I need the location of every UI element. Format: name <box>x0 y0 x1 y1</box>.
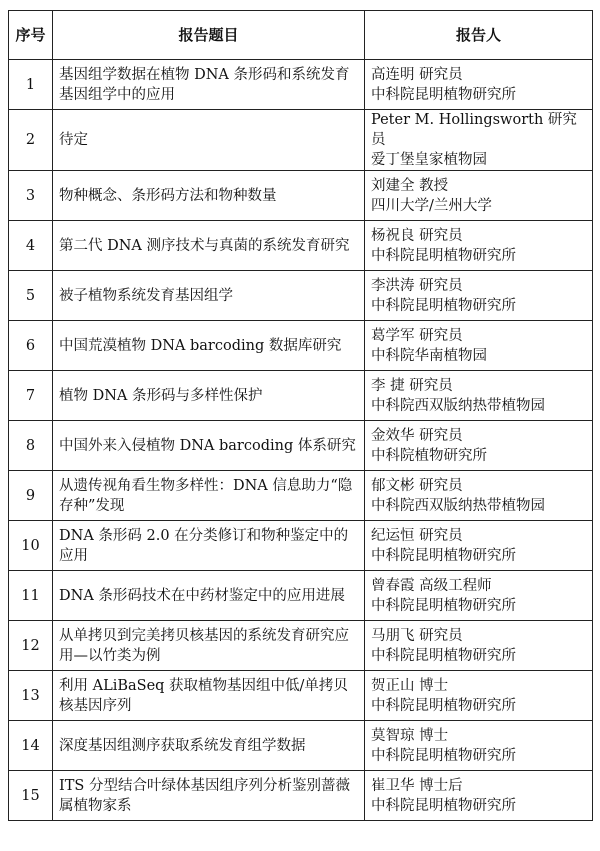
table-row <box>9 171 593 221</box>
report-title: 物种概念、条形码方法和物种数量 <box>53 171 365 221</box>
reporter-org: 中科院华南植物园 <box>371 347 487 364</box>
reporter-cell <box>365 110 593 171</box>
reporter-org: 爱丁堡皇家植物园 <box>371 152 487 168</box>
reporter-cell <box>365 671 593 721</box>
reporter-name: 郁文彬 研究员 <box>371 477 463 494</box>
table-row <box>9 60 593 110</box>
table-row <box>9 771 593 821</box>
reporter-org: 中科院昆明植物研究所 <box>371 547 516 564</box>
row-number: 6 <box>9 321 53 371</box>
reporter-name: Peter M. Hollingsworth 研究员 <box>371 112 577 148</box>
report-title: 中国外来入侵植物 DNA barcoding 体系研究 <box>53 421 365 471</box>
table-row <box>9 271 593 321</box>
report-title: 待定 <box>53 110 365 171</box>
reporter-name: 杨祝良 研究员 <box>371 227 463 244</box>
reporter-name: 葛学军 研究员 <box>371 327 463 344</box>
reporter-cell <box>365 621 593 671</box>
reporter-name: 金效华 研究员 <box>371 427 463 444</box>
row-number: 11 <box>9 571 53 621</box>
table-row <box>9 721 593 771</box>
report-title: 基因组学数据在植物 DNA 条形码和系统发育基因组学中的应用 <box>53 60 365 110</box>
reporter-org: 中科院昆明植物研究所 <box>371 297 516 314</box>
reporter-cell <box>365 721 593 771</box>
reporter-cell <box>365 771 593 821</box>
reporter-name: 贺正山 博士 <box>371 677 449 694</box>
report-table-container <box>8 10 592 821</box>
header-reporter: 报告人 <box>365 11 593 60</box>
row-number: 3 <box>9 171 53 221</box>
row-number: 14 <box>9 721 53 771</box>
reporter-org: 中科院西双版纳热带植物园 <box>371 497 545 514</box>
report-title: 从遗传视角看生物多样性：DNA 信息助力“隐存种”发现 <box>53 471 365 521</box>
table-row <box>9 471 593 521</box>
reporter-org: 中科院昆明植物研究所 <box>371 247 516 264</box>
reporter-org: 中科院昆明植物研究所 <box>371 86 516 103</box>
report-title: 被子植物系统发育基因组学 <box>53 271 365 321</box>
table-row <box>9 371 593 421</box>
table-row <box>9 521 593 571</box>
table-row <box>9 671 593 721</box>
reporter-name: 刘建全 教授 <box>371 177 449 194</box>
reporter-cell <box>365 371 593 421</box>
report-title: 深度基因组测序获取系统发育组学数据 <box>53 721 365 771</box>
reporter-org: 中科院昆明植物研究所 <box>371 797 516 814</box>
reporter-name: 纪运恒 研究员 <box>371 527 463 544</box>
table-row <box>9 221 593 271</box>
row-number: 7 <box>9 371 53 421</box>
report-title: ITS 分型结合叶绿体基因组序列分析鉴别蔷薇属植物家系 <box>53 771 365 821</box>
row-number: 5 <box>9 271 53 321</box>
report-title: 从单拷贝到完美拷贝核基因的系统发育研究应用—以竹类为例 <box>53 621 365 671</box>
reporter-org: 中科院昆明植物研究所 <box>371 647 516 664</box>
reporter-name: 高连明 研究员 <box>371 66 463 83</box>
reporter-name: 马朋飞 研究员 <box>371 627 463 644</box>
reporter-org: 四川大学/兰州大学 <box>371 197 492 214</box>
report-title: 中国荒漠植物 DNA barcoding 数据库研究 <box>53 321 365 371</box>
header-no: 序号 <box>9 11 53 60</box>
table-row <box>9 571 593 621</box>
report-schedule-table <box>8 10 593 821</box>
report-title: DNA 条形码技术在中药材鉴定中的应用进展 <box>53 571 365 621</box>
header-title: 报告题目 <box>53 11 365 60</box>
row-number: 4 <box>9 221 53 271</box>
row-number: 9 <box>9 471 53 521</box>
reporter-name: 崔卫华 博士后 <box>371 777 463 794</box>
table-row <box>9 110 593 171</box>
reporter-cell <box>365 221 593 271</box>
row-number: 15 <box>9 771 53 821</box>
reporter-cell <box>365 471 593 521</box>
reporter-cell <box>365 571 593 621</box>
reporter-cell <box>365 521 593 571</box>
row-number: 2 <box>9 110 53 171</box>
reporter-org: 中科院昆明植物研究所 <box>371 747 516 764</box>
reporter-cell <box>365 321 593 371</box>
reporter-cell <box>365 60 593 110</box>
row-number: 8 <box>9 421 53 471</box>
row-number: 13 <box>9 671 53 721</box>
table-row <box>9 421 593 471</box>
report-title: 利用 ALiBaSeq 获取植物基因组中低/单拷贝核基因序列 <box>53 671 365 721</box>
reporter-cell <box>365 171 593 221</box>
row-number: 12 <box>9 621 53 671</box>
reporter-name: 李洪涛 研究员 <box>371 277 463 294</box>
table-header-row <box>9 11 593 60</box>
reporter-org: 中科院昆明植物研究所 <box>371 697 516 714</box>
reporter-cell <box>365 271 593 321</box>
row-number: 1 <box>9 60 53 110</box>
table-row <box>9 321 593 371</box>
report-title: DNA 条形码 2.0 在分类修订和物种鉴定中的应用 <box>53 521 365 571</box>
reporter-cell <box>365 421 593 471</box>
reporter-org: 中科院昆明植物研究所 <box>371 597 516 614</box>
row-number: 10 <box>9 521 53 571</box>
table-row <box>9 621 593 671</box>
report-title: 植物 DNA 条形码与多样性保护 <box>53 371 365 421</box>
reporter-name: 曾春霞 高级工程师 <box>371 577 492 594</box>
table-body <box>9 60 593 821</box>
report-title: 第二代 DNA 测序技术与真菌的系统发育研究 <box>53 221 365 271</box>
reporter-name: 李 捷 研究员 <box>371 377 453 394</box>
reporter-name: 莫智琼 博士 <box>371 727 449 744</box>
reporter-org: 中科院西双版纳热带植物园 <box>371 397 545 414</box>
reporter-org: 中科院植物研究所 <box>371 447 487 464</box>
